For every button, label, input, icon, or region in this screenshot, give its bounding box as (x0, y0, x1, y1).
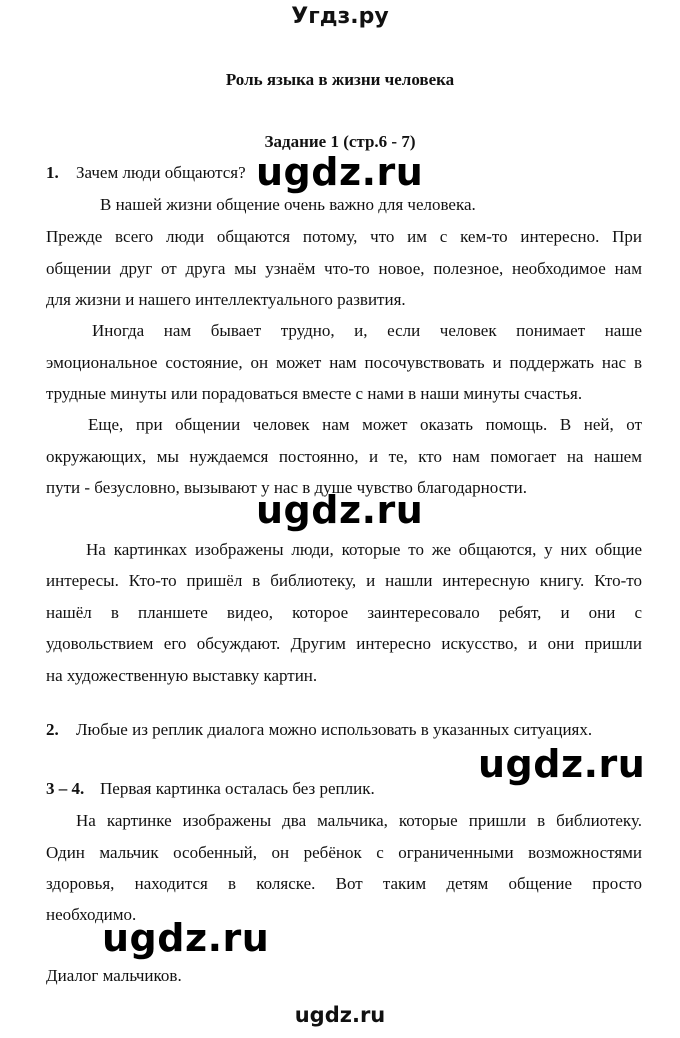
paragraph-line: трудные минуты или порадоваться вместе с нами в наши минуты счастья. (46, 384, 583, 403)
paragraph-line: эмоциональное состояние, он может нам посочувствовать и поддержать нас в (46, 353, 642, 372)
watermark: ugdz.ru (256, 488, 424, 532)
watermark: ugdz.ru (256, 150, 424, 194)
dialog-label: Диалог мальчиков. (46, 966, 182, 985)
paragraph-line: Один мальчик особенный, он ребёнок с ограниченными возможностями (46, 843, 642, 862)
paragraph-line: На картинке изображены два мальчика, которые пришли в библиотеку. (76, 811, 642, 830)
paragraph-line: общении друг от друга мы узнаём что-то новое, полезное, необходимое нам (46, 259, 642, 278)
paragraph-line: окружающих, мы нуждаемся постоянно, и те, кто нам помогает на нашем (46, 447, 642, 466)
paragraph-line: необходимо. (46, 905, 137, 924)
paragraph-line: на художественную выставку картин. (46, 666, 318, 685)
page-title: Роль языка в жизни человека (225, 70, 455, 89)
paragraph-line: здоровья, находится в коляске. Вот таким детям общение просто (46, 874, 642, 893)
question-number-1: 1. (46, 163, 59, 182)
question-number-2: 2. (46, 720, 59, 739)
site-header: Угдз.ру (291, 4, 389, 29)
paragraph-line: интересы. Кто-то пришёл в библиотеку, и нашли интересную книгу. Кто-то (46, 571, 642, 590)
question-text-1: Зачем люди общаются? (76, 163, 246, 182)
question-number-3-4: 3 – 4. (46, 779, 85, 798)
site-footer: ugdz.ru (294, 1003, 386, 1027)
watermark: ugdz.ru (102, 916, 270, 960)
paragraph-line: нашёл в планшете видео, которое заинтересовало ребят, и они с (46, 603, 642, 622)
paragraph-line: для жизни и нашего интеллектуального развития. (46, 290, 406, 309)
paragraph-line: удовольствием его обсуждают. Другим интересно искусство, и они пришли (46, 634, 642, 653)
watermark: ugdz.ru (478, 742, 646, 786)
question-text-2: Любые из реплик диалога можно использовать в указанных ситуациях. (76, 720, 593, 739)
paragraph-line: Иногда нам бывает трудно, и, если человек понимает наше (92, 321, 642, 340)
paragraph-line: В нашей жизни общение очень важно для человека. (100, 195, 476, 214)
paragraph-line: Еще, при общении человек нам может оказать помощь. В ней, от (88, 415, 642, 434)
paragraph-line: пути - безусловно, вызывают у нас в душе чувство благодарности. (46, 478, 528, 497)
paragraph-line: Прежде всего люди общаются потому, что им с кем-то интересно. При (46, 227, 642, 246)
task-heading: Задание 1 (стр.6 - 7) (264, 132, 416, 151)
paragraph-line: На картинках изображены люди, которые то же общаются, у них общие (86, 540, 642, 559)
question-text-3-4: Первая картинка осталась без реплик. (100, 779, 375, 798)
